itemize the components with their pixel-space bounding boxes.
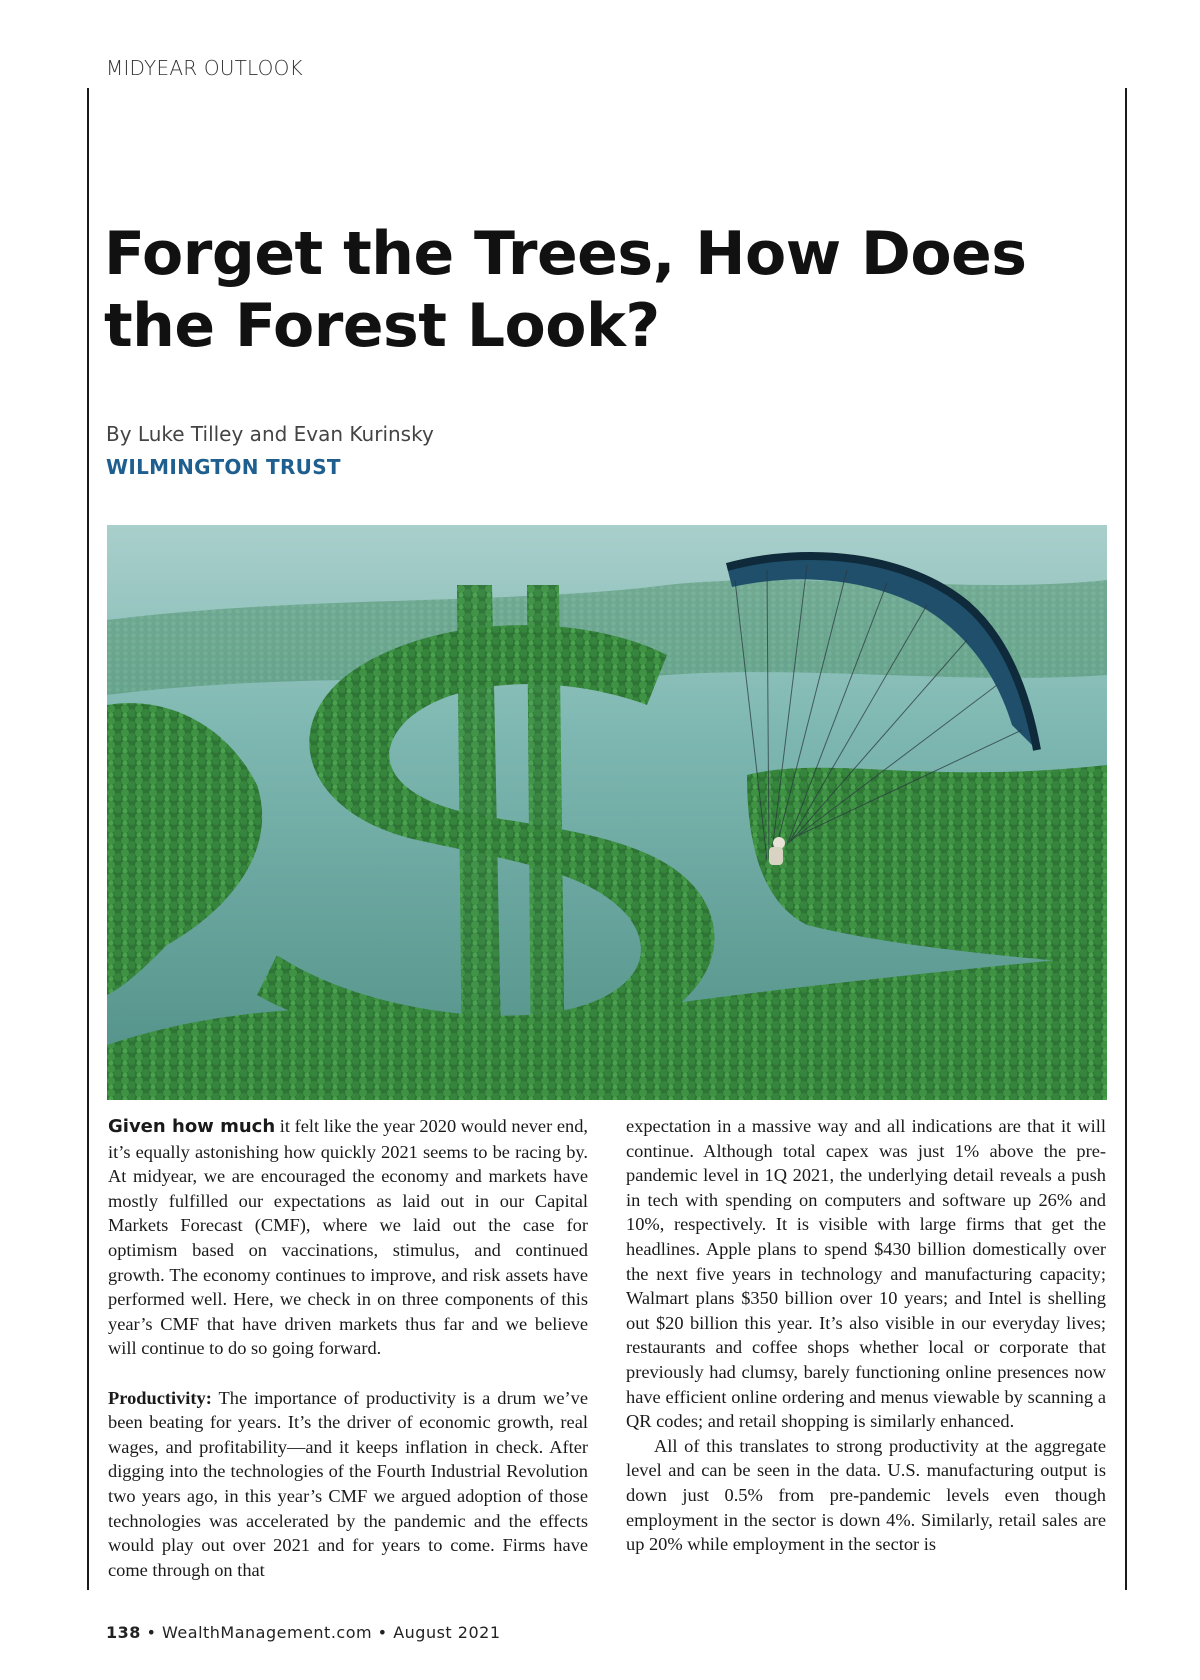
article-column-right	[626, 1114, 1106, 1557]
issue-date: August 2021	[393, 1623, 501, 1642]
author-organization: WILMINGTON TRUST	[106, 455, 341, 479]
paragraph-aggregate: All of this translates to strong productivity at the aggregate level and can be seen in the data. U.S. manufacturing output is down just 0.5% from pre-pandemic levels even though employment in the sector is down 4%. Similarly, retail sales are up 20% while employment in the sector is	[626, 1435, 1106, 1555]
paragraph-intro	[108, 1114, 588, 1361]
paragraph-capex: expectation in a massive way and all indications are that it will continue. Although total capex was just 1% above the pre-pandemic level in 1Q 2021, the underlying detail reveals a push in tech with spending on computers and software up 26% and 10%, respectively. It is visible with large firms that get the headlines. Apple plans to spend $430 billion domestically over the next five years in technology and manufacturing capacity; Walmart plans $350 billion over 10 years; and Intel is shelling out $20 billion this year. It’s also visible in our everyday lives; restaurants and coffee shops whether local or corporate that previously had clumsy, barely functioning online presences now have efficient online ordering and menus viewable by scanning a QR codes; and retail shopping is similarly enhanced.	[626, 1116, 1106, 1432]
left-margin-rule	[87, 88, 89, 1590]
publication-site: WealthManagement.com	[162, 1623, 373, 1642]
page-footer	[106, 1623, 501, 1642]
hero-image	[107, 525, 1107, 1100]
article-byline: By Luke Tilley and Evan Kurinsky	[106, 422, 434, 446]
paragraph-productivity-text: The importance of productivity is a drum we’ve been beating for years. It’s the driver of economic growth, real wages, and profitability—and it keeps inflation in check. After digging into the technologies of the Fourth Industrial Revolution two years ago, in this year’s CMF we argued adoption of those technologies was accelerated by the pandemic and the effects would play out over 2021 and for years to come. Firms have come through on that	[108, 1387, 588, 1580]
forest-dollar-sign-paraglider-photo-icon	[107, 525, 1107, 1100]
lead-in-text: Given how much	[108, 1116, 276, 1137]
footer-separator: •	[377, 1623, 388, 1642]
section-label: MIDYEAR OUTLOOK	[106, 56, 303, 80]
paragraph-intro-text: it felt like the year 2020 would never end, it’s equally astonishing how quickly 2021 seems to be racing by. At midyear, we are encouraged the economy and markets have mostly fulfilled our expectations as laid out in our Capital Markets Forecast (CMF), where we laid out the case for optimism based on vaccinations, stimulus, and continued growth. The economy continues to improve, and risk assets have performed well. Here, we check in on three components of this year’s CMF that have driven markets thus far and we believe will continue to do so going forward.	[108, 1116, 588, 1359]
page-number: 138	[106, 1623, 141, 1642]
productivity-heading: Productivity:	[108, 1387, 212, 1408]
article-headline: Forget the Trees, How Does the Forest Look?	[104, 219, 1027, 361]
footer-separator: •	[146, 1623, 157, 1642]
right-margin-rule	[1125, 88, 1127, 1590]
article-column-left	[108, 1114, 588, 1582]
paragraph-productivity	[108, 1386, 588, 1583]
